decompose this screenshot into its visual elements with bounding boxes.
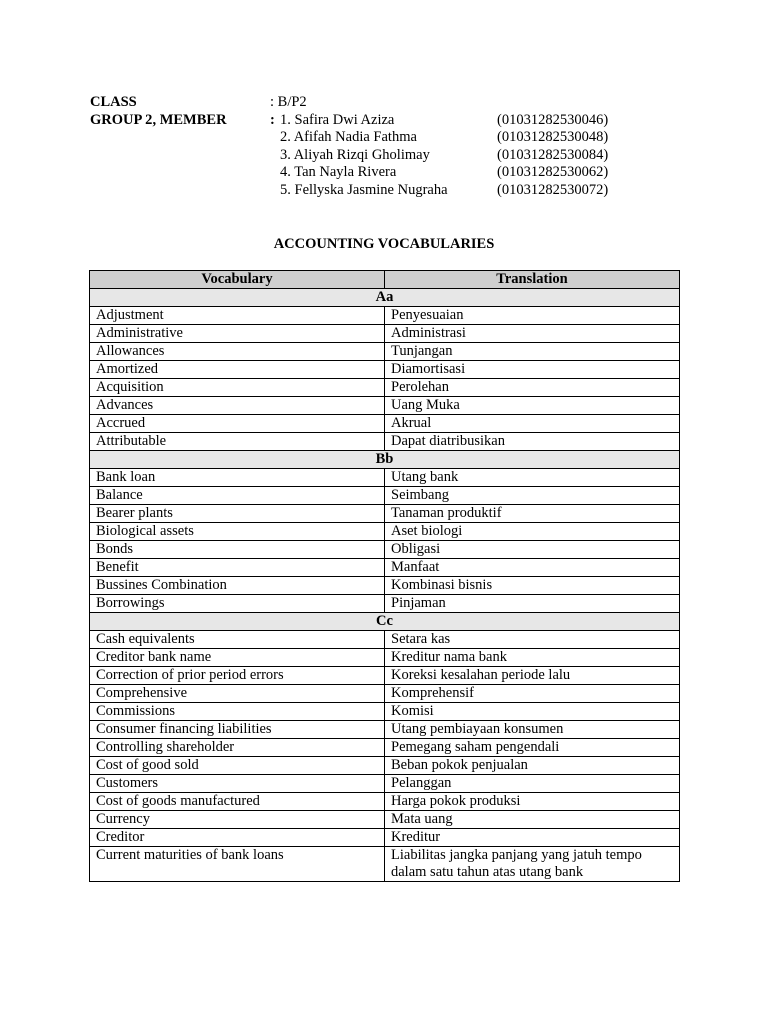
section-letter: Cc <box>90 613 680 631</box>
table-row <box>90 847 680 882</box>
table-row <box>90 649 680 667</box>
vocabulary-cell: Balance <box>90 487 385 505</box>
vocabulary-cell: Creditor <box>90 829 385 847</box>
table-row <box>90 721 680 739</box>
group-label <box>90 112 270 130</box>
vocabulary-cell: Administrative <box>90 325 385 343</box>
member-nim: (01031282530084) <box>497 146 609 163</box>
table-row <box>90 487 680 505</box>
translation-cell: Uang Muka <box>385 397 680 415</box>
vocabulary-cell: Current maturities of bank loans <box>90 847 385 882</box>
class-label: CLASS <box>90 94 137 110</box>
column-header-translation: Translation <box>385 271 680 289</box>
table-row <box>90 757 680 775</box>
document-title: ACCOUNTING VOCABULARIES <box>273 236 495 252</box>
vocabulary-cell: Currency <box>90 811 385 829</box>
group-colon: : <box>270 111 275 128</box>
column-header-vocabulary: Vocabulary <box>90 271 385 289</box>
vocabulary-cell: Acquisition <box>90 379 385 397</box>
member-nim: (01031282530072) <box>497 181 609 198</box>
table-row <box>90 379 680 397</box>
translation-cell: Komprehensif <box>385 685 680 703</box>
vocabulary-cell: Allowances <box>90 343 385 361</box>
vocabulary-cell: Creditor bank name <box>90 649 385 667</box>
translation-cell: Koreksi kesalahan periode lalu <box>385 667 680 685</box>
member-nim: (01031282530046) <box>497 111 609 128</box>
table-body <box>90 289 680 882</box>
vocabulary-cell: Benefit <box>90 559 385 577</box>
vocabulary-cell: Amortized <box>90 361 385 379</box>
vocabulary-cell: Commissions <box>90 703 385 721</box>
member-row-3 <box>90 147 690 165</box>
table-row <box>90 433 680 451</box>
vocabulary-cell: Cost of good sold <box>90 757 385 775</box>
vocabulary-cell: Consumer financing liabilities <box>90 721 385 739</box>
translation-cell: Kombinasi bisnis <box>385 577 680 595</box>
member-name: 4. Tan Nayla Rivera <box>280 164 397 181</box>
vocabulary-cell: Bank loan <box>90 469 385 487</box>
translation-cell: Kreditur nama bank <box>385 649 680 667</box>
table-row <box>90 343 680 361</box>
vocabulary-table <box>89 270 680 882</box>
vocabulary-cell: Attributable <box>90 433 385 451</box>
table-row <box>90 577 680 595</box>
table-header-row <box>90 271 680 289</box>
translation-cell: Penyesuaian <box>385 307 680 325</box>
table-row <box>90 325 680 343</box>
section-row <box>90 613 680 631</box>
vocabulary-cell: Biological assets <box>90 523 385 541</box>
table-row <box>90 415 680 433</box>
table-row <box>90 667 680 685</box>
vocabulary-cell: Customers <box>90 775 385 793</box>
translation-cell: Liabilitas jangka panjang yang jatuh tempo dalam satu tahun atas utang bank <box>385 847 680 882</box>
translation-cell: Perolehan <box>385 379 680 397</box>
table-row <box>90 541 680 559</box>
vocabulary-cell: Cash equivalents <box>90 631 385 649</box>
translation-cell: Administrasi <box>385 325 680 343</box>
translation-cell: Pelanggan <box>385 775 680 793</box>
translation-cell: Manfaat <box>385 559 680 577</box>
member-name: 2. Afifah Nadia Fathma <box>280 129 417 146</box>
member-name: 5. Fellyska Jasmine Nugraha <box>280 181 448 198</box>
vocabulary-cell: Bonds <box>90 541 385 559</box>
translation-cell: Utang pembiayaan konsumen <box>385 721 680 739</box>
vocabulary-cell: Adjustment <box>90 307 385 325</box>
table-row <box>90 361 680 379</box>
vocabulary-cell: Bussines Combination <box>90 577 385 595</box>
table-row <box>90 469 680 487</box>
translation-cell: Harga pokok produksi <box>385 793 680 811</box>
translation-cell: Pinjaman <box>385 595 680 613</box>
table-row <box>90 685 680 703</box>
table-row <box>90 523 680 541</box>
member-name: 1. Safira Dwi Aziza <box>280 111 395 128</box>
table-row <box>90 505 680 523</box>
translation-cell: Diamortisasi <box>385 361 680 379</box>
member-nim: (01031282530048) <box>497 129 609 146</box>
translation-cell: Obligasi <box>385 541 680 559</box>
table-row <box>90 793 680 811</box>
table-row <box>90 631 680 649</box>
member-row-4 <box>90 164 690 182</box>
vocabulary-cell: Bearer plants <box>90 505 385 523</box>
vocabulary-cell: Controlling shareholder <box>90 739 385 757</box>
group-label-rest: , MEMBER <box>152 111 227 128</box>
translation-cell: Utang bank <box>385 469 680 487</box>
member-nim: (01031282530062) <box>497 164 609 181</box>
group-label-bold: GROUP 2 <box>90 111 153 128</box>
section-letter: Aa <box>90 289 680 307</box>
vocabulary-cell: Comprehensive <box>90 685 385 703</box>
section-row <box>90 289 680 307</box>
vocabulary-cell: Advances <box>90 397 385 415</box>
translation-cell: Tanaman produktif <box>385 505 680 523</box>
member-row-2 <box>90 129 690 147</box>
table-row <box>90 775 680 793</box>
vocabulary-cell: Correction of prior period errors <box>90 667 385 685</box>
translation-cell: Dapat diatribusikan <box>385 433 680 451</box>
translation-cell: Akrual <box>385 415 680 433</box>
vocabulary-cell: Borrowings <box>90 595 385 613</box>
table-row <box>90 595 680 613</box>
vocabulary-cell: Accrued <box>90 415 385 433</box>
section-row <box>90 451 680 469</box>
translation-cell: Beban pokok penjualan <box>385 757 680 775</box>
translation-cell: Aset biologi <box>385 523 680 541</box>
member-row-1 <box>90 112 690 130</box>
class-row <box>90 94 690 112</box>
table-row <box>90 397 680 415</box>
translation-cell: Kreditur <box>385 829 680 847</box>
member-row-5 <box>90 182 690 200</box>
table-row <box>90 739 680 757</box>
table-row <box>90 703 680 721</box>
table-row <box>90 307 680 325</box>
translation-cell: Mata uang <box>385 811 680 829</box>
table-row <box>90 811 680 829</box>
table-row <box>90 559 680 577</box>
translation-cell: Pemegang saham pengendali <box>385 739 680 757</box>
translation-cell: Seimbang <box>385 487 680 505</box>
section-letter: Bb <box>90 451 680 469</box>
class-value: : B/P2 <box>270 94 307 110</box>
member-name: 3. Aliyah Rizqi Gholimay <box>280 146 430 163</box>
translation-cell: Tunjangan <box>385 343 680 361</box>
translation-cell: Setara kas <box>385 631 680 649</box>
translation-cell: Komisi <box>385 703 680 721</box>
table-row <box>90 829 680 847</box>
vocabulary-cell: Cost of goods manufactured <box>90 793 385 811</box>
document-header <box>90 94 690 200</box>
